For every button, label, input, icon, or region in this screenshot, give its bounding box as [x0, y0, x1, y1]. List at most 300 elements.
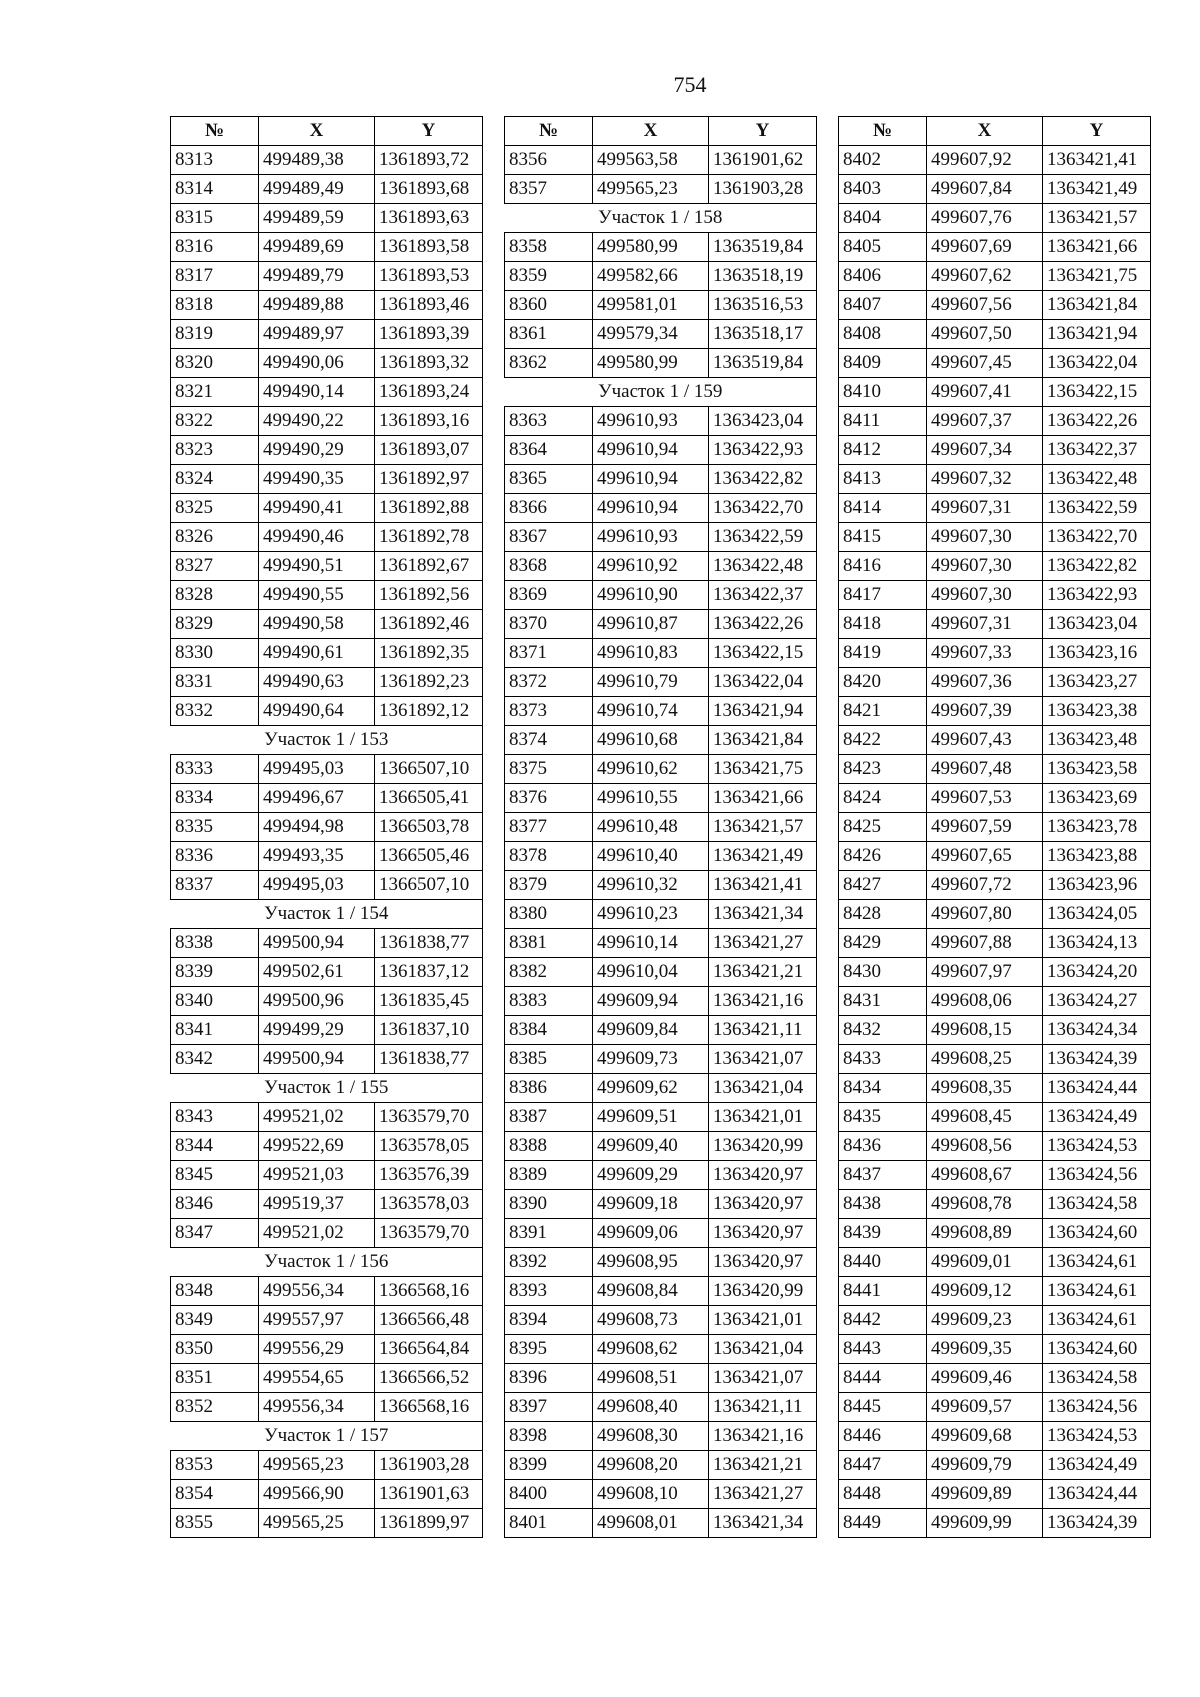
y-coordinate-cell: 1363421,66	[1043, 233, 1151, 262]
point-number-cell: 8386	[505, 1074, 593, 1103]
y-coordinate-cell: 1363576,39	[375, 1161, 483, 1190]
table-row	[171, 697, 483, 726]
y-coordinate-cell: 1361838,77	[375, 1045, 483, 1074]
page-number: 754	[673, 72, 707, 97]
x-coordinate-cell: 499579,34	[593, 320, 709, 349]
point-number-cell: 8361	[505, 320, 593, 349]
table-row	[839, 755, 1151, 784]
section-title: Участок 1 / 159	[505, 378, 817, 407]
y-coordinate-cell: 1363421,34	[709, 900, 817, 929]
table-row	[505, 320, 817, 349]
x-coordinate-cell: 499608,35	[927, 1074, 1043, 1103]
x-coordinate-cell: 499609,40	[593, 1132, 709, 1161]
table-row	[171, 1161, 483, 1190]
y-coordinate-cell: 1363420,97	[709, 1161, 817, 1190]
x-coordinate-cell: 499610,83	[593, 639, 709, 668]
point-number-cell: 8342	[171, 1045, 259, 1074]
y-coordinate-cell: 1361893,32	[375, 349, 483, 378]
y-coordinate-cell: 1363519,84	[709, 233, 817, 262]
point-number-cell: 8387	[505, 1103, 593, 1132]
table-row	[505, 784, 817, 813]
x-coordinate-cell: 499608,30	[593, 1422, 709, 1451]
x-coordinate-cell: 499565,23	[259, 1451, 375, 1480]
point-number-cell: 8320	[171, 349, 259, 378]
table-row	[839, 378, 1151, 407]
y-coordinate-cell: 1363421,27	[709, 929, 817, 958]
point-number-cell: 8368	[505, 552, 593, 581]
point-number-cell: 8440	[839, 1248, 927, 1277]
y-coordinate-cell: 1363421,21	[709, 1451, 817, 1480]
table-row	[839, 871, 1151, 900]
y-coordinate-cell: 1363423,04	[1043, 610, 1151, 639]
table-row	[839, 1393, 1151, 1422]
y-coordinate-cell: 1366568,16	[375, 1393, 483, 1422]
point-number-cell: 8403	[839, 175, 927, 204]
table-row	[839, 465, 1151, 494]
table-row	[171, 494, 483, 523]
x-coordinate-cell: 499500,96	[259, 987, 375, 1016]
y-coordinate-cell: 1363423,16	[1043, 639, 1151, 668]
point-number-cell: 8341	[171, 1016, 259, 1045]
x-coordinate-cell: 499608,62	[593, 1335, 709, 1364]
x-coordinate-cell: 499609,79	[927, 1451, 1043, 1480]
x-coordinate-cell: 499607,76	[927, 204, 1043, 233]
table-row	[171, 929, 483, 958]
x-coordinate-cell: 499608,01	[593, 1509, 709, 1538]
point-number-cell: 8399	[505, 1451, 593, 1480]
point-number-cell: 8429	[839, 929, 927, 958]
y-coordinate-cell: 1363421,07	[709, 1364, 817, 1393]
x-coordinate-cell: 499496,67	[259, 784, 375, 813]
y-coordinate-cell: 1366503,78	[375, 813, 483, 842]
table-row	[505, 1422, 817, 1451]
table-row	[839, 320, 1151, 349]
x-coordinate-cell: 499489,97	[259, 320, 375, 349]
x-coordinate-cell: 499608,95	[593, 1248, 709, 1277]
y-coordinate-cell: 1363422,70	[709, 494, 817, 523]
table-row	[171, 291, 483, 320]
section-row	[505, 204, 817, 233]
point-number-cell: 8375	[505, 755, 593, 784]
table-row	[839, 233, 1151, 262]
table-row	[839, 552, 1151, 581]
y-coordinate-cell: 1361892,35	[375, 639, 483, 668]
point-number-cell: 8411	[839, 407, 927, 436]
table-row	[505, 1219, 817, 1248]
y-coordinate-cell: 1363424,27	[1043, 987, 1151, 1016]
point-number-cell: 8396	[505, 1364, 593, 1393]
x-coordinate-cell: 499521,02	[259, 1219, 375, 1248]
point-number-cell: 8364	[505, 436, 593, 465]
y-coordinate-cell: 1363420,97	[709, 1190, 817, 1219]
table-row	[839, 1509, 1151, 1538]
table-row	[839, 349, 1151, 378]
x-coordinate-cell: 499608,45	[927, 1103, 1043, 1132]
table-row	[505, 494, 817, 523]
header-row	[171, 117, 483, 146]
x-coordinate-cell: 499490,64	[259, 697, 375, 726]
x-coordinate-cell: 499607,88	[927, 929, 1043, 958]
y-coordinate-cell: 1363422,26	[709, 610, 817, 639]
point-number-cell: 8446	[839, 1422, 927, 1451]
y-coordinate-cell: 1363424,39	[1043, 1045, 1151, 1074]
x-coordinate-cell: 499608,40	[593, 1393, 709, 1422]
table-row	[839, 1103, 1151, 1132]
y-coordinate-cell: 1363421,21	[709, 958, 817, 987]
x-coordinate-cell: 499609,73	[593, 1045, 709, 1074]
y-coordinate-cell: 1363421,04	[709, 1074, 817, 1103]
y-coordinate-cell: 1363424,05	[1043, 900, 1151, 929]
point-number-cell: 8416	[839, 552, 927, 581]
y-coordinate-cell: 1361892,67	[375, 552, 483, 581]
table-row	[171, 1045, 483, 1074]
table-row	[171, 1306, 483, 1335]
point-number-cell: 8339	[171, 958, 259, 987]
y-coordinate-cell: 1363424,34	[1043, 1016, 1151, 1045]
x-coordinate-cell: 499608,15	[927, 1016, 1043, 1045]
table-row	[839, 1277, 1151, 1306]
y-coordinate-cell: 1363422,93	[709, 436, 817, 465]
y-coordinate-cell: 1363424,39	[1043, 1509, 1151, 1538]
point-number-cell: 8333	[171, 755, 259, 784]
table-row	[505, 146, 817, 175]
point-number-cell: 8400	[505, 1480, 593, 1509]
y-coordinate-cell: 1361893,68	[375, 175, 483, 204]
point-number-cell: 8438	[839, 1190, 927, 1219]
section-title: Участок 1 / 157	[171, 1422, 483, 1451]
point-number-cell: 8321	[171, 378, 259, 407]
table-row	[839, 1132, 1151, 1161]
point-number-cell: 8439	[839, 1219, 927, 1248]
x-coordinate-cell: 499565,25	[259, 1509, 375, 1538]
table-row	[505, 1190, 817, 1219]
section-row	[171, 1422, 483, 1451]
table-row	[171, 262, 483, 291]
table-row	[505, 987, 817, 1016]
point-number-cell: 8397	[505, 1393, 593, 1422]
x-coordinate-cell: 499607,97	[927, 958, 1043, 987]
y-coordinate-cell: 1363423,38	[1043, 697, 1151, 726]
y-coordinate-cell: 1363421,75	[709, 755, 817, 784]
point-number-cell: 8379	[505, 871, 593, 900]
table-row	[505, 465, 817, 494]
point-number-cell: 8340	[171, 987, 259, 1016]
x-coordinate-cell: 499581,01	[593, 291, 709, 320]
point-number-cell: 8338	[171, 929, 259, 958]
x-coordinate-cell: 499610,92	[593, 552, 709, 581]
y-coordinate-cell: 1366568,16	[375, 1277, 483, 1306]
table-row	[839, 1306, 1151, 1335]
table-row	[839, 262, 1151, 291]
y-coordinate-cell: 1361892,12	[375, 697, 483, 726]
x-coordinate-cell: 499607,30	[927, 552, 1043, 581]
y-coordinate-cell: 1363518,17	[709, 320, 817, 349]
x-coordinate-cell: 499607,31	[927, 494, 1043, 523]
point-number-cell: 8441	[839, 1277, 927, 1306]
header-row	[505, 117, 817, 146]
x-coordinate-cell: 499608,25	[927, 1045, 1043, 1074]
table-row	[839, 494, 1151, 523]
point-number-cell: 8314	[171, 175, 259, 204]
point-number-cell: 8351	[171, 1364, 259, 1393]
table-row	[839, 204, 1151, 233]
point-number-cell: 8346	[171, 1190, 259, 1219]
point-number-cell: 8367	[505, 523, 593, 552]
x-coordinate-cell: 499499,29	[259, 1016, 375, 1045]
x-coordinate-cell: 499609,12	[927, 1277, 1043, 1306]
table-row	[505, 233, 817, 262]
y-coordinate-cell: 1363578,03	[375, 1190, 483, 1219]
table-row	[505, 958, 817, 987]
table-row	[839, 436, 1151, 465]
table-row	[505, 639, 817, 668]
x-coordinate-cell: 499489,88	[259, 291, 375, 320]
section-title: Участок 1 / 154	[171, 900, 483, 929]
table-row	[505, 1509, 817, 1538]
table-row	[505, 175, 817, 204]
x-coordinate-cell: 499608,73	[593, 1306, 709, 1335]
x-coordinate-cell: 499608,10	[593, 1480, 709, 1509]
y-coordinate-cell: 1363421,01	[709, 1103, 817, 1132]
table-row	[171, 668, 483, 697]
x-coordinate-cell: 499607,41	[927, 378, 1043, 407]
section-row	[171, 900, 483, 929]
table-row	[505, 668, 817, 697]
table-row	[839, 146, 1151, 175]
x-coordinate-cell: 499607,56	[927, 291, 1043, 320]
table-row	[171, 175, 483, 204]
point-number-cell: 8389	[505, 1161, 593, 1190]
y-coordinate-cell: 1361892,46	[375, 610, 483, 639]
point-number-cell: 8378	[505, 842, 593, 871]
y-coordinate-cell: 1363421,07	[709, 1045, 817, 1074]
point-number-cell: 8412	[839, 436, 927, 465]
point-number-cell: 8428	[839, 900, 927, 929]
table-row	[171, 1509, 483, 1538]
y-coordinate-cell: 1366505,46	[375, 842, 483, 871]
table-row	[171, 552, 483, 581]
table-row	[839, 1422, 1151, 1451]
x-coordinate-cell: 499607,30	[927, 523, 1043, 552]
table-row	[171, 1480, 483, 1509]
table-row	[505, 291, 817, 320]
point-number-cell: 8331	[171, 668, 259, 697]
x-coordinate-cell: 499490,06	[259, 349, 375, 378]
x-coordinate-cell: 499489,38	[259, 146, 375, 175]
table-row	[171, 320, 483, 349]
table-row	[505, 610, 817, 639]
y-coordinate-cell: 1363421,49	[1043, 175, 1151, 204]
y-coordinate-cell: 1363424,49	[1043, 1103, 1151, 1132]
x-coordinate-cell: 499609,51	[593, 1103, 709, 1132]
y-coordinate-cell: 1363424,44	[1043, 1074, 1151, 1103]
x-coordinate-cell: 499490,14	[259, 378, 375, 407]
y-coordinate-cell: 1363424,61	[1043, 1248, 1151, 1277]
x-coordinate-cell: 499608,89	[927, 1219, 1043, 1248]
y-coordinate-cell: 1363422,48	[709, 552, 817, 581]
y-coordinate-cell: 1363422,37	[709, 581, 817, 610]
point-number-cell: 8425	[839, 813, 927, 842]
table-row	[505, 726, 817, 755]
point-number-cell: 8323	[171, 436, 259, 465]
x-coordinate-cell: 499500,94	[259, 929, 375, 958]
header-number: №	[505, 117, 593, 146]
table-row	[171, 1451, 483, 1480]
point-number-cell: 8384	[505, 1016, 593, 1045]
table-row	[505, 1016, 817, 1045]
table-row	[839, 697, 1151, 726]
header-x: X	[259, 117, 375, 146]
table-row	[171, 436, 483, 465]
header-number: №	[839, 117, 927, 146]
x-coordinate-cell: 499489,69	[259, 233, 375, 262]
x-coordinate-cell: 499607,32	[927, 465, 1043, 494]
point-number-cell: 8391	[505, 1219, 593, 1248]
point-number-cell: 8444	[839, 1364, 927, 1393]
y-coordinate-cell: 1366507,10	[375, 871, 483, 900]
x-coordinate-cell: 499522,69	[259, 1132, 375, 1161]
point-number-cell: 8433	[839, 1045, 927, 1074]
y-coordinate-cell: 1361892,88	[375, 494, 483, 523]
point-number-cell: 8398	[505, 1422, 593, 1451]
y-coordinate-cell: 1363421,27	[709, 1480, 817, 1509]
y-coordinate-cell: 1363422,37	[1043, 436, 1151, 465]
y-coordinate-cell: 1361903,28	[375, 1451, 483, 1480]
y-coordinate-cell: 1363578,05	[375, 1132, 483, 1161]
x-coordinate-cell: 499609,29	[593, 1161, 709, 1190]
table-row	[839, 1480, 1151, 1509]
y-coordinate-cell: 1363424,49	[1043, 1451, 1151, 1480]
table-row	[505, 755, 817, 784]
y-coordinate-cell: 1361892,97	[375, 465, 483, 494]
table-row	[505, 842, 817, 871]
table-row	[839, 407, 1151, 436]
table-row	[839, 1364, 1151, 1393]
point-number-cell: 8334	[171, 784, 259, 813]
y-coordinate-cell: 1363422,15	[709, 639, 817, 668]
x-coordinate-cell: 499609,89	[927, 1480, 1043, 1509]
x-coordinate-cell: 499608,84	[593, 1277, 709, 1306]
point-number-cell: 8365	[505, 465, 593, 494]
x-coordinate-cell: 499607,62	[927, 262, 1043, 291]
table-row	[171, 842, 483, 871]
x-coordinate-cell: 499607,53	[927, 784, 1043, 813]
table-row	[171, 349, 483, 378]
point-number-cell: 8430	[839, 958, 927, 987]
point-number-cell: 8360	[505, 291, 593, 320]
point-number-cell: 8436	[839, 1132, 927, 1161]
y-coordinate-cell: 1361893,72	[375, 146, 483, 175]
y-coordinate-cell: 1361899,97	[375, 1509, 483, 1538]
x-coordinate-cell: 499609,57	[927, 1393, 1043, 1422]
x-coordinate-cell: 499607,50	[927, 320, 1043, 349]
x-coordinate-cell: 499582,66	[593, 262, 709, 291]
y-coordinate-cell: 1363424,61	[1043, 1277, 1151, 1306]
point-number-cell: 8405	[839, 233, 927, 262]
point-number-cell: 8330	[171, 639, 259, 668]
x-coordinate-cell: 499607,59	[927, 813, 1043, 842]
y-coordinate-cell: 1363422,26	[1043, 407, 1151, 436]
header-y: Y	[375, 117, 483, 146]
x-coordinate-cell: 499610,55	[593, 784, 709, 813]
point-number-cell: 8404	[839, 204, 927, 233]
point-number-cell: 8388	[505, 1132, 593, 1161]
point-number-cell: 8414	[839, 494, 927, 523]
x-coordinate-cell: 499607,48	[927, 755, 1043, 784]
point-number-cell: 8422	[839, 726, 927, 755]
table-row	[839, 175, 1151, 204]
table-row	[171, 755, 483, 784]
x-coordinate-cell: 499609,84	[593, 1016, 709, 1045]
y-coordinate-cell: 1363423,96	[1043, 871, 1151, 900]
table-row	[839, 726, 1151, 755]
point-number-cell: 8329	[171, 610, 259, 639]
x-coordinate-cell: 499608,51	[593, 1364, 709, 1393]
table-row	[839, 929, 1151, 958]
header-y: Y	[1043, 117, 1151, 146]
x-coordinate-cell: 499610,87	[593, 610, 709, 639]
table-row	[505, 1248, 817, 1277]
y-coordinate-cell: 1363422,59	[709, 523, 817, 552]
x-coordinate-cell: 499495,03	[259, 755, 375, 784]
table-row	[171, 1277, 483, 1306]
x-coordinate-cell: 499609,62	[593, 1074, 709, 1103]
y-coordinate-cell: 1363421,84	[709, 726, 817, 755]
coordinates-table-3	[838, 116, 1151, 1538]
x-coordinate-cell: 499607,80	[927, 900, 1043, 929]
x-coordinate-cell: 499490,58	[259, 610, 375, 639]
table-row	[505, 929, 817, 958]
x-coordinate-cell: 499521,02	[259, 1103, 375, 1132]
x-coordinate-cell: 499609,01	[927, 1248, 1043, 1277]
x-coordinate-cell: 499610,14	[593, 929, 709, 958]
table-row	[505, 697, 817, 726]
point-number-cell: 8349	[171, 1306, 259, 1335]
x-coordinate-cell: 499610,93	[593, 407, 709, 436]
table-row	[171, 407, 483, 436]
point-number-cell: 8385	[505, 1045, 593, 1074]
x-coordinate-cell: 499607,37	[927, 407, 1043, 436]
x-coordinate-cell: 499610,32	[593, 871, 709, 900]
point-number-cell: 8347	[171, 1219, 259, 1248]
y-coordinate-cell: 1363422,93	[1043, 581, 1151, 610]
point-number-cell: 8372	[505, 668, 593, 697]
table-row	[505, 523, 817, 552]
y-coordinate-cell: 1363424,20	[1043, 958, 1151, 987]
table-row	[839, 784, 1151, 813]
point-number-cell: 8402	[839, 146, 927, 175]
y-coordinate-cell: 1363421,84	[1043, 291, 1151, 320]
table-row	[505, 1103, 817, 1132]
point-number-cell: 8324	[171, 465, 259, 494]
point-number-cell: 8352	[171, 1393, 259, 1422]
point-number-cell: 8393	[505, 1277, 593, 1306]
x-coordinate-cell: 499490,22	[259, 407, 375, 436]
y-coordinate-cell: 1363420,99	[709, 1277, 817, 1306]
point-number-cell: 8445	[839, 1393, 927, 1422]
point-number-cell: 8370	[505, 610, 593, 639]
x-coordinate-cell: 499502,61	[259, 958, 375, 987]
x-coordinate-cell: 499610,62	[593, 755, 709, 784]
y-coordinate-cell: 1363421,04	[709, 1335, 817, 1364]
y-coordinate-cell: 1361901,62	[709, 146, 817, 175]
point-number-cell: 8318	[171, 291, 259, 320]
y-coordinate-cell: 1363424,58	[1043, 1364, 1151, 1393]
table-row	[171, 1393, 483, 1422]
y-coordinate-cell: 1363422,48	[1043, 465, 1151, 494]
table-row	[839, 958, 1151, 987]
point-number-cell: 8359	[505, 262, 593, 291]
